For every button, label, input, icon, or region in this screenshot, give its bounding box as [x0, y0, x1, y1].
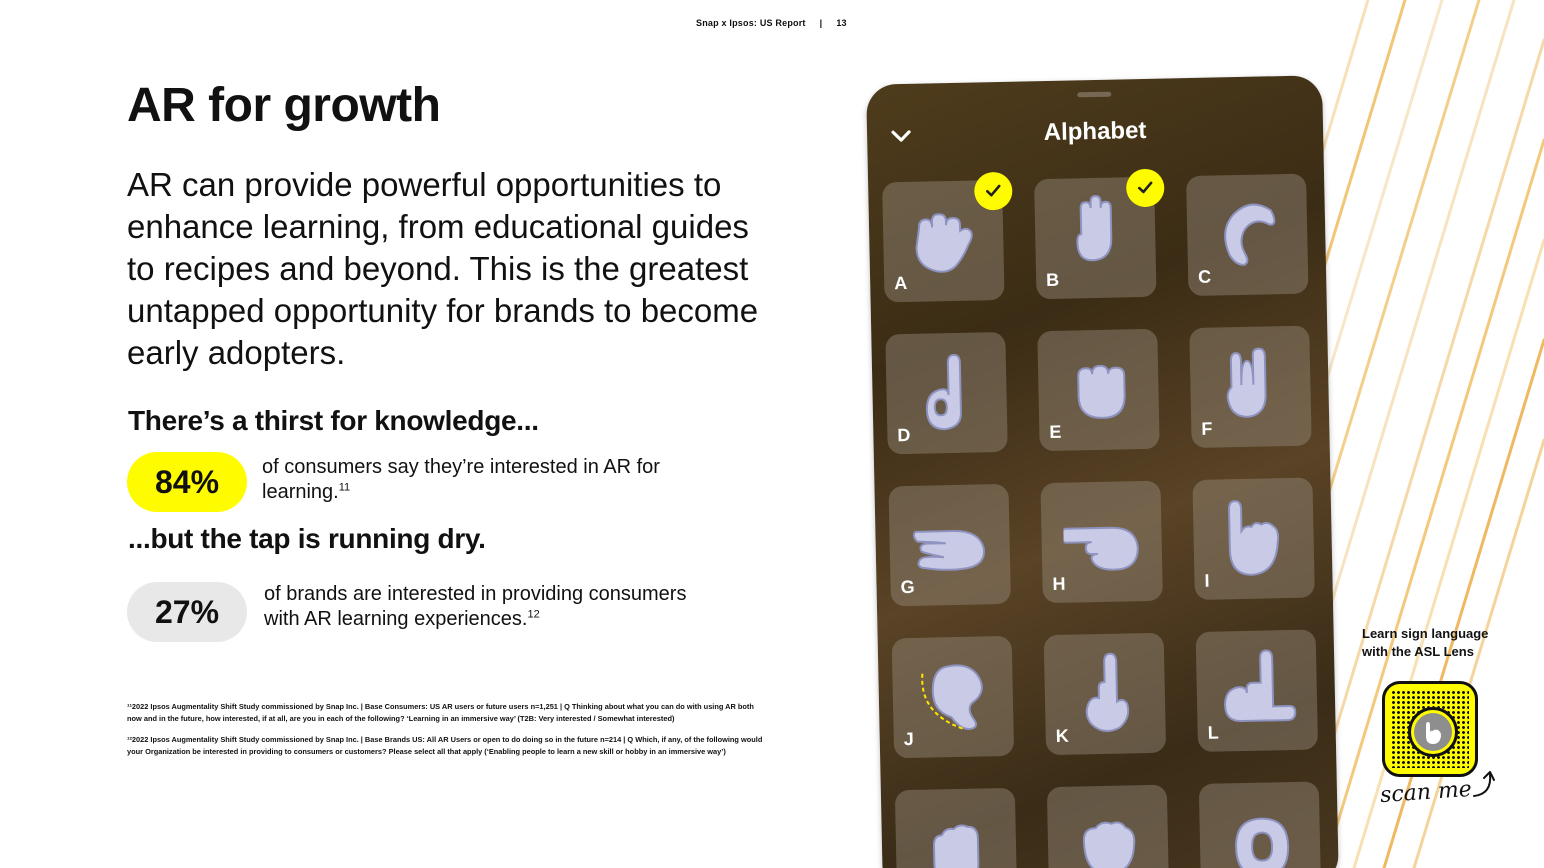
sign-tile-n[interactable]	[1047, 785, 1169, 868]
hand-sign-b-icon	[1056, 193, 1138, 279]
sign-tile-a[interactable]	[882, 180, 1004, 302]
sign-tile-m[interactable]	[895, 788, 1017, 868]
hand-sign-n-icon	[1069, 801, 1151, 868]
hand-sign-f-icon	[1212, 342, 1294, 428]
tile-letter: L	[1207, 722, 1219, 743]
stat-pill-brands: 27%	[127, 582, 247, 642]
stat-text-brands-body: of brands are interested in providing consumers with AR learning experiences.	[264, 583, 687, 630]
checkmark-icon	[1126, 169, 1165, 208]
footnote-ref-11: 11	[338, 481, 351, 494]
hand-sign-i-icon	[1215, 494, 1297, 580]
tile-letter: G	[900, 576, 915, 598]
section-heading-dry: ...but the tap is running dry.	[128, 523, 486, 554]
hand-sign-k-icon	[1066, 649, 1148, 735]
sign-tile-c[interactable]	[1186, 174, 1308, 296]
report-name: Snap x Ipsos: US Report	[696, 18, 806, 28]
hand-sign-a-icon	[904, 196, 986, 282]
snapcode[interactable]	[1382, 681, 1478, 777]
tile-letter: K	[1055, 725, 1069, 746]
sign-tile-l[interactable]	[1196, 629, 1318, 751]
tile-letter: A	[894, 272, 908, 294]
tile-letter: F	[1201, 418, 1213, 439]
sign-tile-b[interactable]	[1034, 177, 1156, 299]
stat-pill-consumers: 84%	[127, 452, 247, 512]
section-heading-thirst: There’s a thirst for knowledge...	[128, 405, 539, 436]
tile-letter: E	[1049, 421, 1062, 443]
checkmark-icon	[974, 172, 1013, 211]
tile-letter: J	[903, 728, 914, 750]
tile-letter: I	[1204, 570, 1210, 591]
hand-sign-e-icon	[1060, 345, 1142, 431]
sign-tile-g[interactable]	[888, 484, 1010, 606]
tile-letter: B	[1045, 269, 1060, 291]
sign-tile-e[interactable]	[1037, 329, 1159, 451]
lens-caption-line1: Learn sign language	[1362, 626, 1489, 641]
hand-sign-o-icon	[1221, 798, 1303, 868]
sign-tile-k[interactable]	[1044, 633, 1166, 755]
alphabet-title: Alphabet	[1043, 116, 1147, 147]
hand-icon	[1414, 713, 1452, 751]
sign-tile-j[interactable]	[892, 636, 1014, 758]
sign-tile-o[interactable]	[1199, 781, 1321, 868]
sign-tile-d[interactable]	[885, 332, 1007, 454]
stat-text-consumers-body: of consumers say they’re interested in AR for learning.	[262, 456, 660, 503]
hand-sign-h-icon	[1063, 497, 1145, 583]
header-separator: |	[819, 18, 823, 28]
page-title: AR for growth	[127, 79, 441, 132]
stat-text-consumers	[262, 455, 712, 505]
hand-sign-c-icon	[1208, 190, 1290, 276]
sign-tile-h[interactable]	[1040, 481, 1162, 603]
intro-paragraph: AR can provide powerful opportunities to enhance learning, from educational guides to recipes and beyond. This is the greatest untapped opportunity for brands to become early adopters.	[127, 166, 759, 371]
lens-caption	[1362, 625, 1488, 661]
sign-grid	[882, 173, 1312, 750]
tile-letter: H	[1052, 573, 1066, 594]
hand-sign-m-icon	[917, 804, 999, 868]
curved-arrow-icon	[1470, 766, 1498, 800]
sign-tile-f[interactable]	[1189, 326, 1311, 448]
footnote-12: ¹²2022 Ipsos Augmentality Shift Study commissioned by Snap Inc. | Base Brands US: All AR Users or open to do doing so in the future n=214 | Q Which, if any, of the following would your Organization be interested in providing to consumers or customers? Please select all that apply (‘Enabling people to learn a new skill or hobby in an immersive way’)	[127, 735, 763, 756]
scan-me-label: scan me	[1379, 776, 1473, 809]
lens-caption-line2: with the ASL Lens	[1362, 644, 1474, 659]
phone-mockup	[866, 75, 1339, 868]
footnote-ref-12: 12	[527, 608, 540, 621]
hand-sign-d-icon	[908, 348, 990, 434]
stat-text-brands	[264, 582, 724, 632]
hand-sign-j-icon	[914, 652, 996, 738]
report-header	[696, 18, 847, 28]
tile-letter: D	[897, 424, 911, 446]
snapcode-center	[1408, 707, 1458, 757]
footnote-11: ¹¹2022 Ipsos Augmentality Shift Study commissioned by Snap Inc. | Base Consumers: US AR users or future users n=1,251 | Q Thinking about what you can do with using AR both now and in the future, how interested, if at all, are you in each of the following? ‘Learning in an immersive way’ (T2B: Very interested / Somewhat interested)	[127, 702, 754, 723]
page-number: 13	[836, 18, 847, 28]
hand-sign-l-icon	[1218, 646, 1300, 732]
sign-tile-i[interactable]	[1192, 478, 1314, 600]
tile-letter: C	[1197, 266, 1212, 287]
sheet-handle[interactable]	[1077, 92, 1111, 98]
footnotes	[127, 701, 767, 767]
hand-sign-g-icon	[911, 500, 993, 586]
